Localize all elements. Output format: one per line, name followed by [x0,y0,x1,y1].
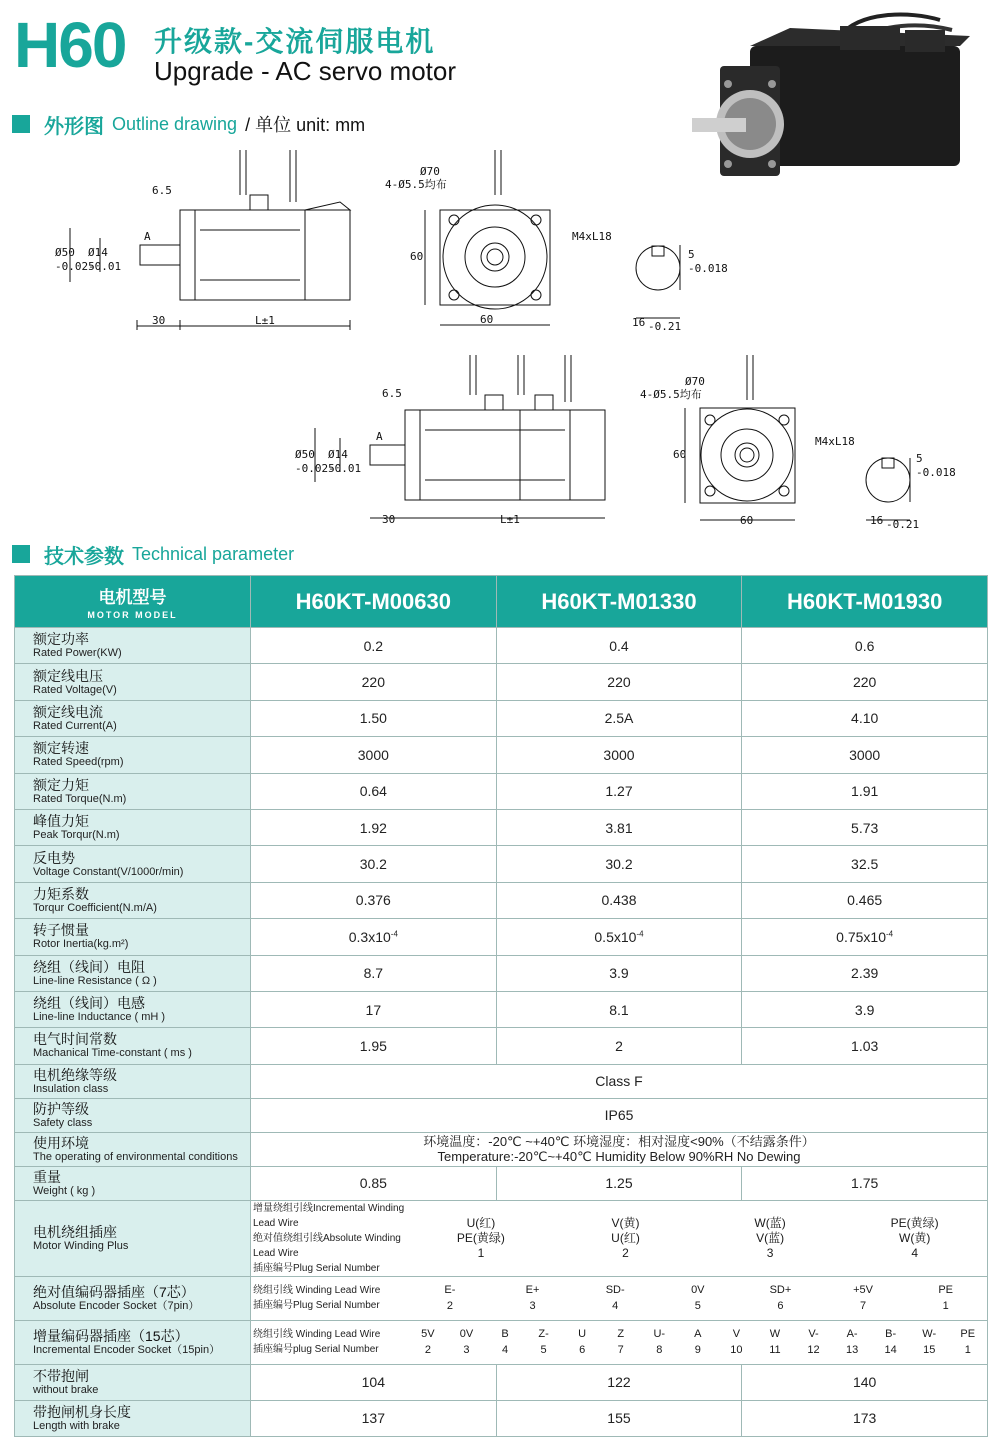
table-row [15,664,988,700]
weight-value: 1.25 [496,1166,742,1200]
param-value: 1.95 [251,1028,497,1064]
param-label: 防护等级 Safety class [15,1098,251,1132]
safety-value: IP65 [251,1098,988,1132]
param-value: 0.438 [496,882,742,918]
dim-A-b: A [376,430,383,443]
param-value: 3000 [496,737,742,773]
dim-5-b: 5 [916,452,923,465]
encoder-pin: PE 1 [938,1284,954,1313]
encoder-pin: B- 14 [884,1328,897,1357]
encoder-pin: SD+ 6 [769,1284,792,1313]
param-value: 8.7 [251,955,497,991]
table-row [15,1400,988,1436]
table-row [15,1320,988,1364]
model-header-3: H60KT-M01930 [742,576,988,628]
tech-title-cn: 技术参数 [44,545,124,568]
dim-5-tol: -0.018 [688,262,728,275]
insulation-value: Class F [251,1064,988,1098]
model-header-2: H60KT-M01330 [496,576,742,628]
table-row [15,1166,988,1200]
param-value: 0.4 [496,628,742,664]
param-value: 0.6 [742,628,988,664]
outline-title-en: Outline drawing [112,113,238,134]
param-label: 力矩系数 Torqur Coefficient(N.m/A) [15,882,251,918]
param-label: 带抱闸机身长度 Length with brake [15,1400,251,1436]
table-row [15,1276,988,1320]
dim-phi50: Ø50 [55,246,75,259]
winding-pin: W(蓝) V(蓝) 3 [754,1215,786,1260]
param-label: 转子惯量 Rotor Inertia(kg.m²) [15,919,251,955]
encoder-pin: 5V 2 [421,1328,435,1357]
param-value: 220 [742,664,988,700]
param-label: 峰值力矩 Peak Torqur(N.m) [15,809,251,845]
param-label: 额定转速 Rated Speed(rpm) [15,737,251,773]
param-value: 0.2 [251,628,497,664]
encoder-pin: V- 12 [807,1328,820,1357]
outline-drawings [40,140,970,540]
param-label: 电机绝缘等级 Insulation class [15,1064,251,1098]
dim-6-5-b: 6.5 [382,387,402,400]
title-english: Upgrade - AC servo motor [154,56,457,86]
param-value: 32.5 [742,846,988,882]
param-value: 220 [251,664,497,700]
outline-title-cn: 外形图 [44,115,104,138]
dim-m4: M4xL18 [572,230,612,243]
dim-60-b: 60 [740,514,754,527]
param-value: $0.75x10^{-4}$ [742,919,988,955]
param-label: 重量 Weight ( kg ) [15,1166,251,1200]
param-value: $0.3x10^{-4}$ [251,919,497,955]
param-value: 17 [251,991,497,1027]
param-label: 不带抱闸 without brake [15,1364,251,1400]
section-marker-icon [12,545,30,563]
param-value: 2 [496,1028,742,1064]
table-row [15,955,988,991]
encoder-pin: W- 15 [922,1328,937,1357]
param-value: 30.2 [496,846,742,882]
param-label: 额定力矩 Rated Torque(N.m) [15,773,251,809]
dim-phi50-b: Ø50 [295,448,315,461]
encoder-pin: Z- 5 [538,1328,549,1357]
dim-holes-b: 4-Ø5.5均布 [640,388,702,401]
param-value: 1.91 [742,773,988,809]
table-row [15,628,988,664]
dim-holes: 4-Ø5.5均布 [385,178,447,191]
param-label: 额定功率 Rated Power(KW) [15,628,251,664]
param-value: 5.73 [742,809,988,845]
table-row [15,700,988,736]
table-row [15,773,988,809]
encoder-pin: W 11 [769,1328,781,1357]
section-marker-icon [12,115,30,133]
model-header-1: H60KT-M00630 [251,576,497,628]
winding-plug-value: 增量绕组引线Incremental Winding Lead Wire 绝对值绕组引线Absolute Winding Lead Wire 插座编号Plug Serial Number U(红) PE(黄绿) 1 V(黄) U(红) 2 W(蓝) V(蓝) 3 PE(黄绿) W(黄) 4 [251,1200,988,1276]
dim-phi50-tol: -0.025 [55,260,95,273]
dim-16: 16 [632,316,646,329]
environment-value: 环境温度：-20℃ ~+40℃ 环境湿度：相对湿度<90%（不结露条件） Temperature:-20℃~+40℃ Humidity Below 90%RH No Dewing [251,1132,988,1166]
table-row [15,1132,988,1166]
param-label: 使用环境 The operating of environmental conditions [15,1132,251,1166]
table-row [15,919,988,955]
dim-60-width: 60 [480,313,494,326]
param-value: 1.92 [251,809,497,845]
dim-16-tol: -0.21 [648,320,682,333]
encoder-pin: PE 1 [960,1328,976,1357]
param-value: 8.1 [496,991,742,1027]
encoder-pin: +5V 7 [853,1284,873,1313]
outline-unit: / 单位 unit: mm [245,115,366,135]
param-label: 绕组（线间）电阻 Line-line Resistance ( Ω ) [15,955,251,991]
dim-L-b: L±1 [500,513,520,526]
dim-6-5: 6.5 [152,184,172,197]
length-value: 104 [251,1364,497,1400]
table-row [15,991,988,1027]
param-label: 反电势 Voltage Constant(V/1000r/min) [15,846,251,882]
table-row [15,1098,988,1132]
encoder-pin: U 6 [578,1328,587,1357]
dim-A: A [144,230,151,243]
dim-phi70-b: Ø70 [685,375,705,388]
outline-section-title [12,112,365,136]
dim-5: 5 [688,248,695,261]
dim-phi70: Ø70 [420,165,440,178]
param-value: 30.2 [251,846,497,882]
param-value: 220 [496,664,742,700]
param-label: 绕组（线间）电感 Line-line Inductance ( mH ) [15,991,251,1027]
table-row [15,1064,988,1098]
spec-table-body [15,628,988,1437]
encoder-pins: 绕组引线 Winding Lead Wire 插座编号plug Serial Number 5V 2 0V 3 B 4 Z- 5 U 6 Z 7 U- 8 A 9 V 10 W 11 V- 12 A- 13 B- 14 W- 15 PE 1 [251,1320,988,1364]
dim-phi14-b-tol: -0.01 [328,462,362,475]
model-number: H60 [14,9,126,81]
encoder-pin: 0V 5 [691,1284,705,1313]
encoder-pin: A- 13 [845,1328,859,1357]
dim-60-height: 60 [410,250,424,263]
param-value: 0.376 [251,882,497,918]
length-value: 122 [496,1364,742,1400]
encoder-pin: 0V 3 [459,1328,474,1357]
param-value: 0.465 [742,882,988,918]
motor-model-header: 电机型号 MOTOR MODEL [15,576,251,628]
param-label: 绝对值编码器插座（7芯） Absolute Encoder Socket（7pin） [15,1276,251,1320]
encoder-pin: SD- 4 [605,1284,625,1313]
param-value: 3000 [742,737,988,773]
dim-L: L±1 [255,314,275,327]
encoder-pin: E+ 3 [525,1284,540,1313]
param-value: 4.10 [742,700,988,736]
param-value: 3.9 [742,991,988,1027]
param-value: 2.5A [496,700,742,736]
length-value: 155 [496,1400,742,1436]
dim-phi14-b: Ø14 [328,448,348,461]
param-value: 1.03 [742,1028,988,1064]
weight-value: 0.85 [251,1166,497,1200]
title-chinese: 升级款-交流伺服电机 [154,26,436,57]
param-label: 电气时间常数 Machanical Time-constant ( ms ) [15,1028,251,1064]
winding-pin: V(黄) U(红) 2 [611,1215,640,1260]
param-label: 额定线电压 Rated Voltage(V) [15,664,251,700]
length-value: 173 [742,1400,988,1436]
dim-30: 30 [152,314,166,327]
encoder-pin: A 9 [694,1328,702,1357]
param-value: 2.39 [742,955,988,991]
table-row [15,737,988,773]
table-row [15,1028,988,1064]
dim-m4-b: M4xL18 [815,435,855,448]
table-row [15,846,988,882]
dim-16-b: 16 [870,514,884,527]
table-row [15,1200,988,1276]
param-label: 额定线电流 Rated Current(A) [15,700,251,736]
param-value: 1.50 [251,700,497,736]
encoder-pin: V 10 [730,1328,743,1357]
tech-section-title [12,542,294,566]
encoder-pin: E- 2 [444,1284,456,1313]
dim-phi50-b-tol: -0.025 [295,462,335,475]
weight-value: 1.75 [742,1166,988,1200]
tech-title-en: Technical parameter [132,543,295,564]
param-label: 增量编码器插座（15芯） Incremental Encoder Socket（15pin） [15,1320,251,1364]
winding-pin: PE(黄绿) W(黄) 4 [890,1215,939,1260]
encoder-pin: U- 8 [653,1328,666,1357]
page-header [14,6,694,86]
length-value: 137 [251,1400,497,1436]
param-value: 0.64 [251,773,497,809]
spec-table [14,575,988,1437]
param-value: 1.27 [496,773,742,809]
dim-phi14: Ø14 [88,246,108,259]
param-value: 3.9 [496,955,742,991]
dim-phi14-tol: -0.01 [88,260,122,273]
technical-drawing-svg [40,140,970,540]
table-row [15,882,988,918]
winding-pin: U(红) PE(黄绿) 1 [456,1215,505,1260]
param-label: 电机绕组插座 Motor Winding Plus [15,1200,251,1276]
table-row [15,809,988,845]
length-value: 140 [742,1364,988,1400]
table-row [15,1364,988,1400]
dim-30-b: 30 [382,513,396,526]
param-value: 3000 [251,737,497,773]
param-value: $0.5x10^{-4}$ [496,919,742,955]
encoder-pin: B 4 [501,1328,509,1357]
encoder-pins: 绕组引线 Winding Lead Wire 插座编号Plug Serial Number E- 2 E+ 3 SD- 4 0V 5 SD+ 6 +5V 7 PE 1 [251,1276,988,1320]
dim-60-b-height: 60 [673,448,687,461]
dim-16-b-tol: -0.21 [886,518,920,531]
dim-5-b-tol: -0.018 [916,466,956,479]
encoder-pin: Z 7 [617,1328,625,1357]
param-value: 3.81 [496,809,742,845]
